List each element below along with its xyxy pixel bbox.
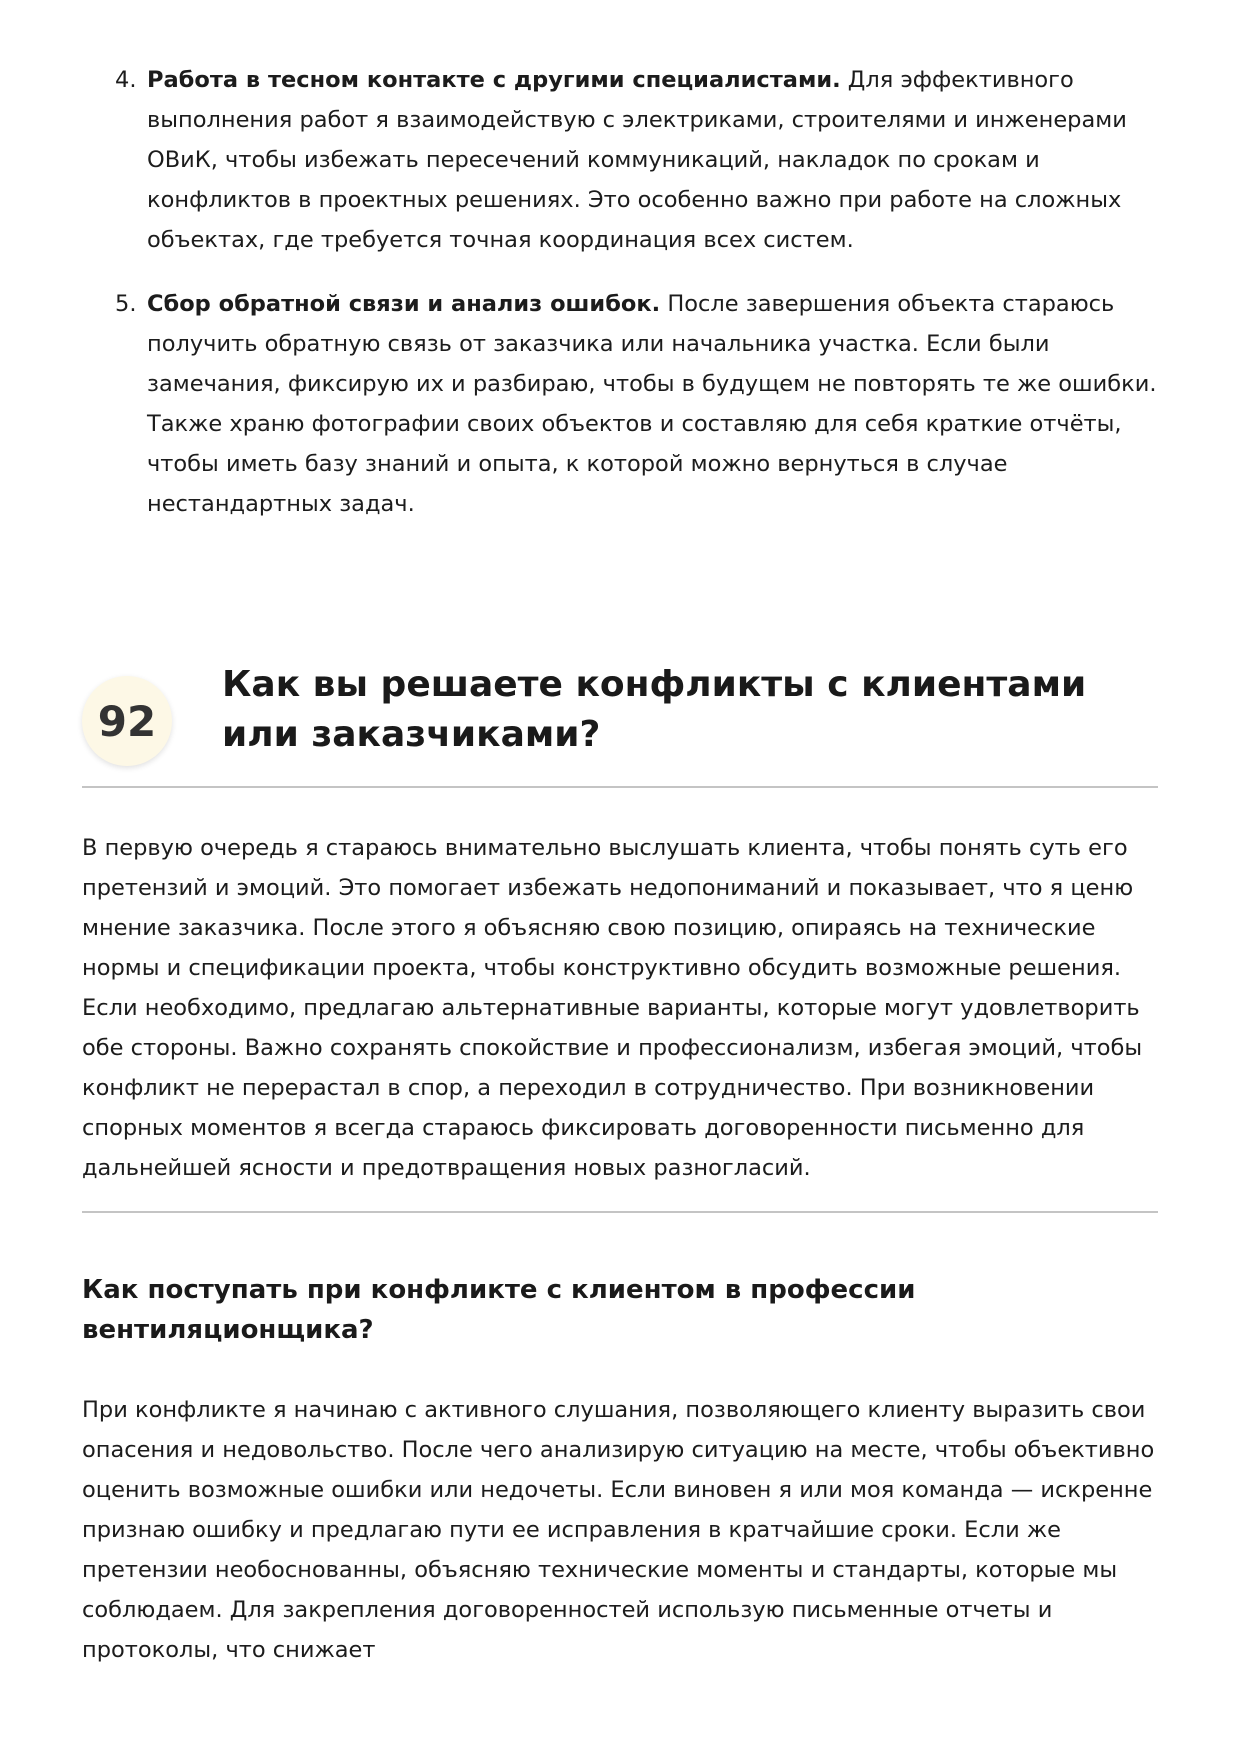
question-title: Как вы решаете конфликты с клиентами или заказчиками? xyxy=(222,664,1087,755)
list-item-number: 4. xyxy=(115,67,137,93)
subsection-paragraph: При конфликте я начинаю с активного слушания, позволяющего клиенту выразить свои опасения и недовольство. После чего анализирую ситуацию на месте, чтобы объективно оценить возможные ошибки или недочеты. Если виновен я или моя команда — искренне признаю ошибку и предлагаю пути ее исправления в кратчайшие сроки. Если же претензии необоснованны, объясняю технические моменты и стандарты, которые мы соблюдаем. Для закрепления договоренностей использую письменные отчеты и протоколы, что снижает xyxy=(82,1397,1155,1663)
list-item xyxy=(115,284,1165,524)
list-item-text: Для эффективного выполнения работ я взаимодействую с электриками, строителями и инженерами ОВиК, чтобы избежать пересечений коммуникаций, накладок по срокам и конфликтов в проектных решениях. Это особенно важно при работе на сложных объектах, где требуется точная координация всех систем. xyxy=(147,67,1127,253)
answer-paragraph: В первую очередь я стараюсь внимательно выслушать клиента, чтобы понять суть его претензий и эмоций. Это помогает избежать недопониманий и показывает, что я ценю мнение заказчика. После этого я объясняю свою позицию, опираясь на технические нормы и спецификации проекта, чтобы конструктивно обсудить возможные решения. Если необходимо, предлагаю альтернативные варианты, которые могут удовлетворить обе стороны. Важно сохранять спокойствие и профессионализм, избегая эмоций, чтобы конфликт не перерастал в спор, а переходил в сотрудничество. При возникновении спорных моментов я всегда стараюсь фиксировать договоренности письменно для дальнейшей ясности и предотвращения новых разногласий. xyxy=(82,835,1143,1181)
numbered-list xyxy=(115,60,1165,548)
divider-bottom xyxy=(82,1211,1158,1213)
list-item-text: После завершения объекта стараюсь получить обратную связь от заказчика или начальника участка. Если были замечания, фиксирую их и разбираю, чтобы в будущем не повторять те же ошибки. Также храню фотографии своих объектов и составляю для себя краткие отчёты, чтобы иметь базу знаний и опыта, к которой можно вернуться в случае нестандартных задач. xyxy=(147,291,1157,517)
question-number-badge: 92 xyxy=(82,676,172,766)
list-item-number: 5. xyxy=(115,291,137,317)
list-item xyxy=(115,60,1165,260)
list-item-heading: Сбор обратной связи и анализ ошибок. xyxy=(147,291,661,317)
subsection-title: Как поступать при конфликте с клиентом в профессии вентиляционщика? xyxy=(82,1275,916,1345)
list-item-heading: Работа в тесном контакте с другими специалистами. xyxy=(147,67,841,93)
divider-top xyxy=(82,786,1158,788)
